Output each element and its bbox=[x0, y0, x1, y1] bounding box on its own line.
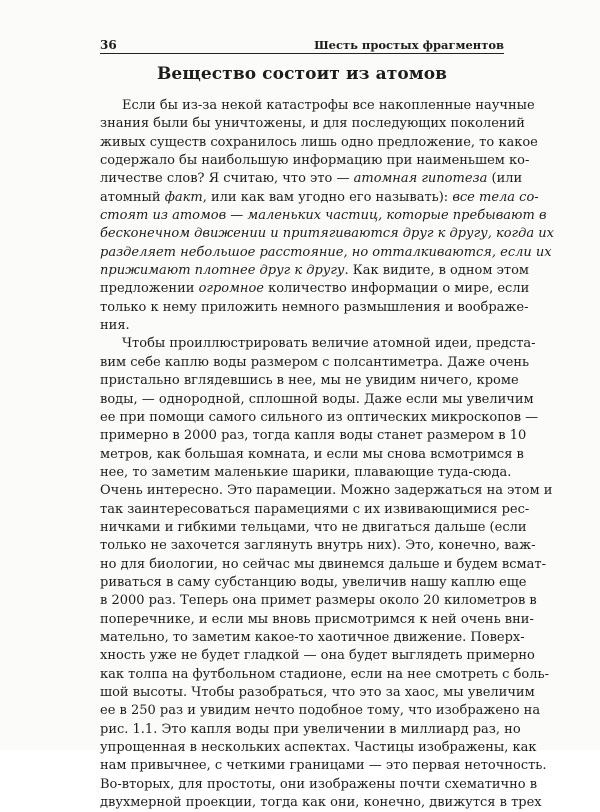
text-line: ее в 250 раз и увидим нечто подобное тому, что изображено на bbox=[100, 703, 541, 719]
text-span: личестве слов? Я считаю, что это — bbox=[100, 171, 354, 187]
text-line: метров, как большая комната, и если мы снова всмотримся в bbox=[100, 446, 524, 462]
text-line bbox=[100, 207, 547, 225]
text-line: ее при помощи самого сильного из оптических микроскопов — bbox=[100, 409, 539, 425]
text-line: живых существ сохранилось лишь одно предложение, то какое bbox=[100, 134, 538, 150]
running-title: Шесть простых фрагментов bbox=[314, 38, 504, 52]
text-line: только не захочется заглянуть внутрь них). Это, конечно, важ- bbox=[100, 538, 536, 554]
running-header bbox=[100, 38, 504, 52]
text-line: хность уже не будет гладкой — она будет выглядеть примерно bbox=[100, 648, 535, 664]
text-line: как толпа на футбольном стадионе, если на нее смотреть с боль- bbox=[100, 666, 549, 682]
text-span: , или как вам угодно его называть): bbox=[202, 189, 453, 205]
text-line: поперечнике, и если мы вновь присмотримся к ней очень вни- bbox=[100, 611, 534, 627]
text-line: примерно в 2000 раз, тогда капля воды станет размером в 10 bbox=[100, 428, 527, 444]
text-line: рис. 1.1. Это капля воды при увеличении в миллиард раз, но bbox=[100, 721, 521, 737]
emphasis-text: стоят из атомов — маленьких частиц, которые пребывают в bbox=[100, 208, 547, 224]
text-line: мательно, то заметим какое-то хаотичное движение. Поверх- bbox=[100, 629, 525, 645]
text-line bbox=[100, 225, 554, 243]
text-line: содержало бы наибольшую информацию при наименьшем ко- bbox=[100, 153, 530, 169]
text-line bbox=[100, 170, 523, 188]
text-line: риваться в саму субстанцию воды, увеличив нашу каплю еще bbox=[100, 574, 527, 590]
section-title: Вещество состоит из атомов bbox=[156, 64, 448, 84]
text-line: пристально вглядевшись в нее, мы не увидим ничего, кроме bbox=[100, 373, 519, 389]
emphasis-text: бесконечном движении и притягиваются друг к другу, когда их bbox=[100, 226, 554, 242]
emphasis-text: атомная гипотеза bbox=[353, 171, 488, 187]
text-line: шой высоты. Чтобы разобраться, что это за хаос, мы увеличим bbox=[100, 685, 535, 700]
text-span: атомный bbox=[100, 189, 165, 205]
text-line: в 2000 раз. Теперь она примет размеры около 20 километров в bbox=[100, 593, 537, 609]
text-line: Очень интересно. Это парамеции. Можно задержаться на этом и bbox=[100, 483, 553, 499]
text-line: Если бы из-за некой катастрофы все накопленные научные bbox=[122, 98, 535, 113]
text-line: нам привычнее, с четкими границами — это первая неточность. bbox=[100, 758, 547, 774]
text-line: ничками и гибкими тельцами, что не двигаться дальше (если bbox=[100, 519, 527, 535]
text-line: вим себе каплю воды размером с полсантиметра. Даже очень bbox=[100, 354, 530, 370]
text-line bbox=[100, 280, 530, 298]
text-span: . Как видите, в одном этом bbox=[344, 263, 530, 279]
text-line: Чтобы проиллюстрировать величие атомной идеи, предста- bbox=[122, 336, 536, 352]
text-line: знания были бы уничтожены, и для последующих поколений bbox=[100, 116, 525, 132]
emphasis-text: все тела со- bbox=[452, 189, 539, 205]
paragraph bbox=[100, 335, 553, 812]
text-line: только к нему приложить немного размышления и воображе- bbox=[100, 299, 529, 315]
emphasis-text: факт bbox=[164, 189, 203, 205]
text-line: так заинтересоваться парамециями с их извивающимися рес- bbox=[100, 501, 530, 517]
text-line: Во-вторых, для простоты, они изображены почти схематично в bbox=[100, 776, 538, 792]
paragraph bbox=[100, 97, 554, 335]
emphasis-text: разделяет небольшое расстояние, но отталкиваются, если их bbox=[100, 244, 552, 260]
page-number: 36 bbox=[100, 38, 117, 52]
text-line bbox=[100, 189, 539, 207]
header-rule bbox=[100, 53, 504, 54]
emphasis-text: прижимают плотнее друг к другу bbox=[100, 263, 345, 279]
text-line: двухмерной проекции, тогда как они, конечно, движутся в трех bbox=[100, 795, 542, 811]
text-line: ния. bbox=[100, 318, 130, 334]
text-line bbox=[100, 244, 552, 262]
text-span: количество информации о мире, если bbox=[263, 281, 530, 297]
emphasis-text: огромное bbox=[198, 281, 264, 297]
text-line bbox=[100, 262, 530, 280]
text-line: упрощенная в нескольких аспектах. Частицы изображены, как bbox=[100, 740, 537, 756]
text-span: (или bbox=[487, 171, 523, 187]
text-line: но для биологии, но сейчас мы двинемся дальше и будем всмат- bbox=[100, 556, 546, 572]
text-line: воды, — однородной, сплошной воды. Даже если мы увеличим bbox=[100, 391, 534, 407]
text-span: предложении bbox=[100, 281, 199, 297]
body-text bbox=[100, 97, 554, 812]
text-line: нее, то заметим маленькие шарики, плавающие туда-сюда. bbox=[100, 464, 512, 480]
